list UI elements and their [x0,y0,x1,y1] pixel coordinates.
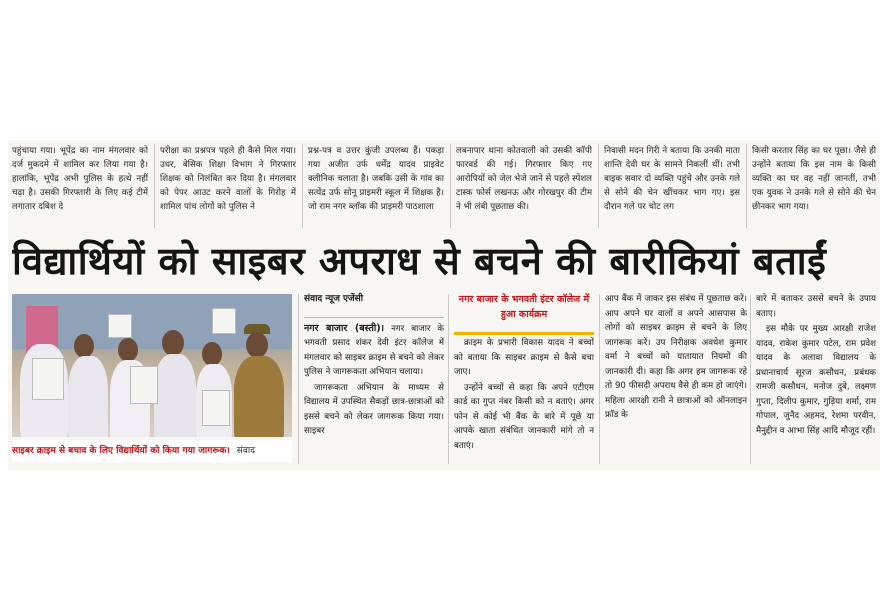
held-pamphlet [108,314,132,338]
prev-column-2: परीक्षा का प्रश्नपत्र पहले ही कैसे मिल गया। उधर, बेसिक शिक्षा विभाग ने गिरफ्तार शिक्षक को निलंबित कर दिया है। मंगलवार को पेपर आउट करने वालों के गिरोह में शामिल पांच लोगों को पुलिस ने [160,146,296,212]
article-text: जागरूकता अभियान के माध्यम से विद्यालय में उपस्थित सैकड़ों छात्र-छात्राओं को इससे बचने को लेकर जागरूक किया गया। साइबर [304,382,444,436]
student-head [74,334,94,358]
previous-story-continuation [8,140,880,232]
prev-column-4: लबनापार थाना कोतवाली को उसकी कॉपी फारवर्ड की गई। गिरफ्तार किए गए आरोपियों को जेल भेजे जाने से पहले स्पेशल टास्क फोर्स लखनऊ और गोरखपुर की टीम ने भी लंबी पूछताछ की। [456,146,592,212]
student-head [202,342,222,366]
photo-caption [12,440,292,462]
column-rule [154,144,155,228]
prev-column-5: निवासी मदन गिरी ने बताया कि उनकी माता शान्ति देवी घर के सामने निकलीं थीं। तभी बाइक सवार दो व्यक्ति पहुंचे और उनके गले से सोने की चेन खींचकर भाग गए। इस दौरान गले पर चोट लग [604,146,740,212]
held-pamphlet [32,358,64,400]
article-text: नगर बाजार के भगवती प्रसाद शंकर देवी इंटर कॉलेज में मंगलवार को साइबर क्राइम से बचने को लेकर पुलिस ने जागरूकता अभियान चलाया। [304,323,444,377]
article-column-4 [756,292,876,466]
held-pamphlet [202,390,230,426]
photo-credit: संवाद [236,446,255,456]
column-rule [746,144,747,228]
prev-column-1: पहुंचाया गया। भूपेंद्र का नाम मंगलवार को दर्ज मुकदमे में शामिल कर लिया गया है। हालांकि, भूपेंद्र अभी पुलिस के हत्थे नहीं चढ़ा है। उसकी गिरफ्तारी के लिए कई टीमें लगातार दबिश दे [12,146,148,212]
column-rule [450,144,451,228]
prev-column-3: प्रश्न-पत्र व उत्तर कुंजी उपलब्ध हैं। पकड़ा गया अजीत उर्फ धर्मेंद्र यादव प्राइवेट क्लीनिक चलाता है। जबकि उसी के गांव का सत्येंद्र उर्फ सोनू प्राइमरी स्कूल में शिक्षक है। जो राम नगर ब्लॉक की प्राइमरी पाठशाला [308,146,444,212]
article-text: बारे में बताकर उससे बचने के उपाय बताए। [756,294,876,319]
column-rule [298,294,299,464]
article-column-1 [304,292,444,466]
student-figure [154,354,196,437]
police-officer-figure [234,356,284,437]
student-figure [68,356,108,437]
column-rule [448,294,449,464]
article-text: उन्होंने बच्चों से कहा कि अपने एटीएम कार्ड का गुप्त नंबर किसी को न बताएं। अगर फोन से कोई भी बैंक के बारे में पूछे या आपके खाता संबंधित जानकारी मांगे तो न बताएं। [454,382,594,451]
article-text: इस मौके पर मुख्य आरक्षी राजेश यादव, राकेश कुमार पटेल, राम प्रवेश यादव के अलावा विद्यालय के प्रधानाचार्य सूरज कसौधन, प्रबंधक रामजी कसौधन, मनोज दुबे, लक्ष्मण गुप्ता, दिलीप कुमार, गुड़िया शर्मा, राम गोपाल, जुनैद अहमद, रेशमा परवीन, मैनुद्दीन व आभा सिंह आदि मौजूद रहीं। [756,324,876,436]
article-text: आप बैंक में जाकर इस संबंध में पूछताछ करें। आप अपने घर वालों व अपने आसपास के लोगों को साइबर क्राइम से बचने के लिए जागरूक करें। उप निरीक्षक अवधेश कुमार वर्मा ने बच्चों को यातायात नियमों की जानकारी दी। कहा कि अगर हम जागरूक रहे तो 90 फीसदी अपराध वैसे ही कम हो जाएंगे। महिला आरक्षी रानी ने छात्राओं को ऑनलाइन फ्रॉड के [605,294,747,420]
officer-head [246,332,268,358]
column-rule [302,144,303,228]
dateline: नगर बाजार (बस्ती)। [304,322,385,334]
student-head [118,338,138,362]
headline: विद्यार्थियों को साइबर अपराध से बचने की बारीकियां बताईं [12,239,827,283]
article-column-3 [605,292,747,466]
newspaper-clipping [8,140,880,470]
article-column-2 [454,336,594,466]
held-pamphlet [212,308,236,334]
column-rule [599,294,600,464]
news-photo [12,294,292,437]
student-head [162,330,184,356]
kicker: नगर बाजार के भगवती इंटर कॉलेज में हुआ कार्यक्रम [454,292,594,335]
agency-divider [304,307,444,318]
column-rule [598,144,599,228]
held-pamphlet [130,366,158,404]
article-text: क्राइम के प्रभारी विकास यादव ने बच्चों को बताया कि साइबर क्राइम से कैसे बचा जाए। [454,338,594,377]
column-rule [750,294,751,464]
agency-credit: संवाद न्यूज एजेंसी [304,294,364,304]
caption-text: साइबर क्राइम से बचाव के लिए विद्यार्थियों को किया गया जागरूक। [12,446,230,456]
prev-column-6: किसी करतार सिंह का घर पूछा। जैसे ही उन्होंने बताया कि इस नाम के किसी व्यक्ति का घर वह नहीं जानतीं, तभी एक युवक ने उनके गले से सोने की चेन छीनकर भाग गया। [752,146,876,212]
